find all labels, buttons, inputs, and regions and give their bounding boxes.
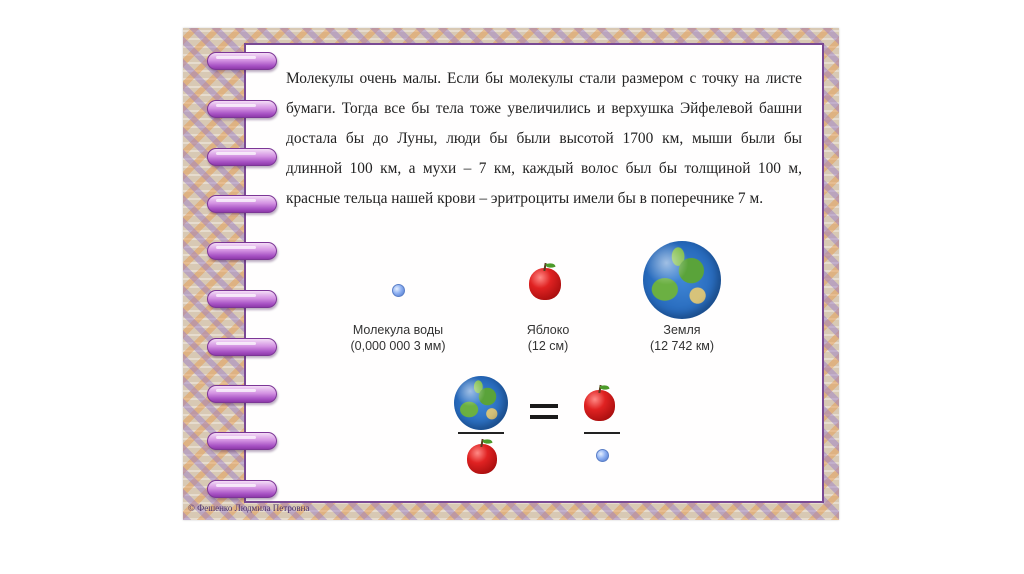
binding-ring (207, 52, 277, 70)
apple-icon (467, 444, 497, 474)
molecule-size: (0,000 000 3 мм) (350, 339, 446, 353)
earth-name: Земля (663, 323, 701, 337)
binding-ring (207, 100, 277, 118)
binding-ring (207, 432, 277, 450)
binding-ring (207, 480, 277, 498)
apple-icon (529, 268, 561, 300)
apple-name: Яблоко (526, 323, 570, 337)
binding-ring (207, 385, 277, 403)
intro-paragraph: Молекулы очень малы. Если бы молекулы стали размером с точку на листе бумаги. Тогда все бы тела тоже увеличились и верхушка Эйфелевой башни достала бы до Луны, люди бы были высотой 1700 км, мыши были бы длинной 100 км, а мухи – 7 км, каждый волос был бы толщиной 100 м, красные тельца нашей крови – эритроциты имели бы в поперечнике 7 м. (286, 70, 802, 207)
molecule-caption (318, 322, 478, 354)
fraction-bar (584, 432, 620, 434)
binding-ring (207, 242, 277, 260)
binding-ring (207, 195, 277, 213)
binding-ring (207, 290, 277, 308)
author-credit: © Фешенко Людмила Петровна (188, 503, 310, 513)
apple-size: (12 см) (527, 339, 569, 353)
binding-ring (207, 148, 277, 166)
earth-caption (602, 322, 762, 354)
earth-size: (12 742 км) (649, 339, 715, 353)
binding-ring (207, 338, 277, 356)
fraction-bar (458, 432, 504, 434)
apple-icon (584, 390, 615, 421)
equals-sign (530, 402, 558, 422)
earth-icon (454, 376, 508, 430)
water-molecule-icon (392, 284, 405, 297)
earth-icon (643, 241, 721, 319)
molecule-name: Молекула воды (352, 323, 444, 337)
water-molecule-icon (596, 449, 609, 462)
